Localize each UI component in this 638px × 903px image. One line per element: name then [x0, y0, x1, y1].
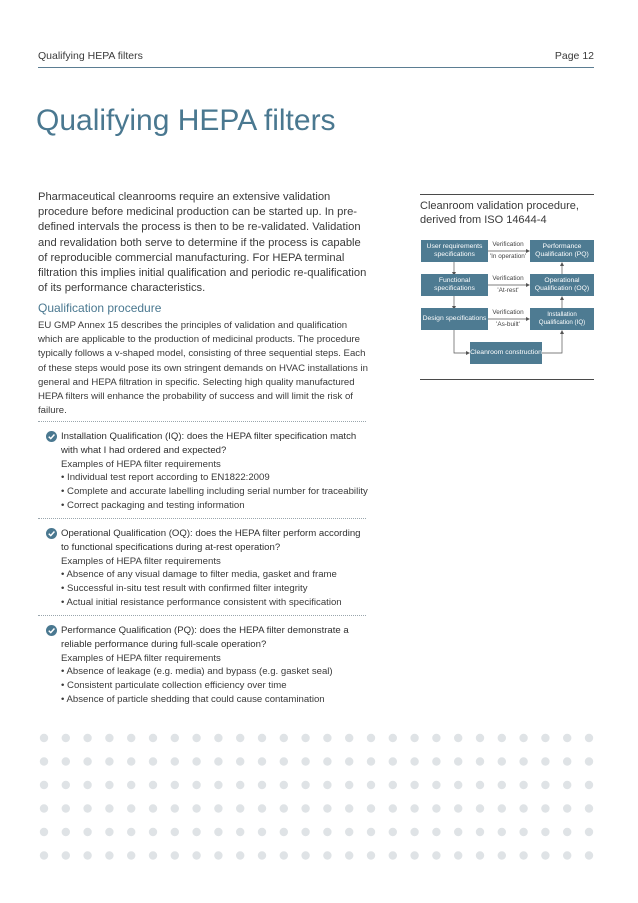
decorative-dot [410, 781, 418, 789]
decorative-dot [83, 734, 91, 742]
decorative-dot [127, 757, 135, 765]
decorative-dot [367, 828, 375, 836]
decorative-dot [476, 757, 484, 765]
decorative-dot [345, 781, 353, 789]
decorative-dot [519, 734, 527, 742]
decorative-dot [498, 804, 506, 812]
state-label: 'As-built' [496, 321, 520, 328]
decorative-dot [541, 804, 549, 812]
decorative-dot [171, 781, 179, 789]
list-item: • Complete and accurate labelling including serial number for traceability [61, 486, 368, 498]
decorative-dot [389, 828, 397, 836]
decorative-dot [171, 851, 179, 859]
state-label: 'At-rest' [497, 287, 519, 294]
decorative-dot [432, 757, 440, 765]
list-item: • Absence of particle shedding that could cause contamination [61, 693, 325, 705]
decorative-dot [62, 804, 70, 812]
decorative-dot [62, 851, 70, 859]
list-item: • Actual initial resistance performance consistent with specification [61, 596, 342, 608]
decorative-dot [149, 828, 157, 836]
decorative-dot [345, 828, 353, 836]
decorative-dot [476, 828, 484, 836]
decorative-dot [585, 781, 593, 789]
list-item: • Consistent particulate collection efficiency over time [61, 680, 287, 692]
decorative-dot [454, 828, 462, 836]
decorative-dot [40, 757, 48, 765]
decorative-dot [214, 757, 222, 765]
decorative-dot [301, 851, 309, 859]
decorative-dot [149, 781, 157, 789]
decorative-dot [40, 851, 48, 859]
decorative-dot [498, 851, 506, 859]
decorative-dot [301, 757, 309, 765]
pq-box: Performance Qualification (PQ) [530, 240, 594, 262]
decorative-dot [236, 828, 244, 836]
decorative-dot [236, 781, 244, 789]
decorative-dot [454, 781, 462, 789]
decorative-dot [585, 757, 593, 765]
decorative-dot [280, 757, 288, 765]
decorative-dot [585, 804, 593, 812]
decorative-dot [389, 804, 397, 812]
decorative-dot [214, 828, 222, 836]
decorative-dot [40, 804, 48, 812]
check-icon [46, 625, 57, 636]
dotted-divider [38, 615, 366, 616]
decorative-dot [410, 734, 418, 742]
decorative-dot [367, 781, 375, 789]
list-item: • Correct packaging and testing information [61, 499, 245, 511]
decorative-dot [301, 734, 309, 742]
decorative-dot [563, 828, 571, 836]
decorative-dot [214, 804, 222, 812]
decorative-dot [62, 734, 70, 742]
decorative-dot [476, 781, 484, 789]
page-title: Qualifying HEPA filters [36, 104, 336, 137]
decorative-dot [389, 851, 397, 859]
decorative-dot [585, 828, 593, 836]
decorative-dot [280, 781, 288, 789]
functional-specs-box: Functional specifications [421, 274, 488, 296]
decorative-dot [301, 804, 309, 812]
decorative-dot [410, 804, 418, 812]
decorative-dot [476, 804, 484, 812]
decorative-dot [410, 828, 418, 836]
decorative-dot [127, 734, 135, 742]
decorative-dot [171, 757, 179, 765]
list-item: • Absence of leakage (e.g. media) and bypass (e.g. gasket seal) [61, 666, 333, 678]
decorative-dot [105, 757, 113, 765]
decorative-dot [105, 734, 113, 742]
decorative-dot [323, 804, 331, 812]
decorative-dot [83, 851, 91, 859]
decorative-dot [192, 757, 200, 765]
decorative-dot [127, 804, 135, 812]
decorative-dot [541, 757, 549, 765]
examples-label: Examples of HEPA filter requirements [61, 652, 221, 664]
decorative-dot [541, 851, 549, 859]
decorative-dot [280, 734, 288, 742]
decorative-dot [280, 804, 288, 812]
list-item: • Individual test report according to EN1822:2009 [61, 472, 270, 484]
decorative-dot [432, 851, 440, 859]
decorative-dot [149, 734, 157, 742]
decorative-dot [454, 734, 462, 742]
qualification-body: EU GMP Annex 15 describes the principles of validation and qualification which are applicable to the production of medicinal products. The procedure typically follows a v-shaped model, consisting of three sequential steps. Each of these steps would pose its own stringent demands on HVAC installations in general and HEPA filtration in specific. Selecting high quality manufactured HEPA filters will enhance the probability of success and will limit the risk of failure. [38, 320, 368, 417]
decorative-dot [236, 757, 244, 765]
decorative-dot [105, 804, 113, 812]
decorative-dot [345, 851, 353, 859]
decorative-dot [192, 781, 200, 789]
dotted-divider [38, 421, 366, 422]
decorative-dot [498, 828, 506, 836]
examples-label: Examples of HEPA filter requirements [61, 458, 221, 470]
decorative-dot [236, 804, 244, 812]
decorative-dot [258, 804, 266, 812]
step-iq [46, 430, 368, 513]
decorative-dot [301, 781, 309, 789]
decorative-dot [345, 804, 353, 812]
decorative-dot [258, 734, 266, 742]
oq-box: Operational Qualification (OQ) [530, 274, 594, 296]
decorative-dot [62, 781, 70, 789]
decorative-dot [149, 851, 157, 859]
decorative-dot [149, 804, 157, 812]
decorative-dot [214, 781, 222, 789]
decorative-dot [192, 828, 200, 836]
decorative-dot [585, 851, 593, 859]
decorative-dot [323, 851, 331, 859]
decorative-dot [127, 781, 135, 789]
decorative-dot [62, 757, 70, 765]
decorative-dot [83, 781, 91, 789]
decorative-dot [149, 757, 157, 765]
decorative-dot [83, 757, 91, 765]
decorative-dot [541, 828, 549, 836]
iq-box: Installation Qualification (IQ) [530, 308, 594, 330]
decorative-dot [83, 804, 91, 812]
decorative-dot [40, 734, 48, 742]
verification-label: Verification [492, 241, 524, 248]
decorative-dot [192, 734, 200, 742]
user-requirements-box: User requirements specifications [421, 240, 488, 262]
decorative-dot [83, 828, 91, 836]
decorative-dot [432, 734, 440, 742]
step-heading: Installation Qualification (IQ): does the HEPA filter specification match with what I had ordered and expected? [61, 431, 357, 456]
decorative-dot [40, 828, 48, 836]
decorative-dot [563, 781, 571, 789]
decorative-dot [192, 804, 200, 812]
decorative-dot [62, 828, 70, 836]
header-section-title: Qualifying HEPA filters [38, 50, 143, 62]
decorative-dot [476, 734, 484, 742]
decorative-dot [367, 734, 375, 742]
decorative-dot [585, 734, 593, 742]
decorative-dot [498, 734, 506, 742]
decorative-dot [236, 734, 244, 742]
decorative-dot [476, 851, 484, 859]
decorative-dot [323, 757, 331, 765]
decorative-dot [301, 828, 309, 836]
decorative-dot [410, 851, 418, 859]
decorative-dot [498, 757, 506, 765]
decorative-dot [280, 828, 288, 836]
decorative-dot [127, 851, 135, 859]
cleanroom-construction-box: Cleanroom construction [470, 342, 542, 364]
decorative-dot [367, 804, 375, 812]
decorative-dot-grid [38, 732, 594, 862]
decorative-dot [127, 828, 135, 836]
decorative-dot [498, 781, 506, 789]
decorative-dot [519, 781, 527, 789]
step-oq [46, 527, 368, 610]
decorative-dot [454, 851, 462, 859]
decorative-dot [345, 734, 353, 742]
diagram-top-rule [420, 194, 594, 195]
decorative-dot [214, 851, 222, 859]
decorative-dot [258, 851, 266, 859]
decorative-dot [519, 804, 527, 812]
dotted-divider [38, 518, 366, 519]
decorative-dot [432, 804, 440, 812]
state-label: 'In operation' [489, 253, 527, 260]
check-icon [46, 431, 57, 442]
decorative-dot [367, 757, 375, 765]
header-divider [38, 67, 594, 68]
decorative-dot [519, 851, 527, 859]
decorative-dot [171, 804, 179, 812]
verification-label: Verification [492, 309, 524, 316]
decorative-dot [171, 828, 179, 836]
design-specs-box: Design specifications [421, 308, 488, 330]
step-pq [46, 624, 368, 707]
diagram-bottom-rule [420, 379, 594, 380]
page-header [38, 50, 594, 66]
decorative-dot [323, 734, 331, 742]
decorative-dot [105, 828, 113, 836]
decorative-dot [519, 757, 527, 765]
decorative-dot [345, 757, 353, 765]
decorative-dot [389, 757, 397, 765]
decorative-dot [432, 828, 440, 836]
decorative-dot [40, 781, 48, 789]
intro-paragraph: Pharmaceutical cleanrooms require an extensive validation procedure before medicinal production can be started up. In pre-defined intervals the process is then to be re-validated. Validation and revalidation both serve to determine if the process is capable of reproducible commercial manufacturing. For HEPA terminal filtration this implies initial qualification and periodic re-qualification of its performance characteristics. [38, 191, 367, 295]
decorative-dot [367, 851, 375, 859]
decorative-dot [563, 851, 571, 859]
qualification-heading: Qualification procedure [38, 301, 162, 315]
decorative-dot [258, 757, 266, 765]
decorative-dot [192, 851, 200, 859]
decorative-dot [105, 851, 113, 859]
step-heading: Performance Qualification (PQ): does the HEPA filter demonstrate a reliable performance during full-scale operation? [61, 625, 349, 650]
decorative-dot [105, 781, 113, 789]
decorative-dot [563, 734, 571, 742]
step-heading: Operational Qualification (OQ): does the HEPA filter perform according to functional specifications during at-rest operation? [61, 528, 361, 553]
decorative-dot [541, 781, 549, 789]
decorative-dot [519, 828, 527, 836]
check-icon [46, 528, 57, 539]
decorative-dot [563, 757, 571, 765]
decorative-dot [323, 828, 331, 836]
decorative-dot [214, 734, 222, 742]
decorative-dot [563, 804, 571, 812]
decorative-dot [389, 781, 397, 789]
decorative-dot [454, 757, 462, 765]
examples-label: Examples of HEPA filter requirements [61, 555, 221, 567]
decorative-dot [323, 781, 331, 789]
decorative-dot [258, 781, 266, 789]
decorative-dot [389, 734, 397, 742]
list-item: • Successful in-situ test result with confirmed filter integrity [61, 583, 308, 595]
verification-label: Verification [492, 275, 524, 282]
decorative-dot [280, 851, 288, 859]
decorative-dot [258, 828, 266, 836]
decorative-dot [236, 851, 244, 859]
diagram-title: Cleanroom validation procedure, derived from ISO 14644-4 [420, 200, 579, 226]
decorative-dot [432, 781, 440, 789]
page-number: Page 12 [554, 50, 594, 62]
list-item: • Absence of any visual damage to filter media, gasket and frame [61, 569, 337, 581]
decorative-dot [454, 804, 462, 812]
decorative-dot [541, 734, 549, 742]
decorative-dot [171, 734, 179, 742]
decorative-dot [410, 757, 418, 765]
